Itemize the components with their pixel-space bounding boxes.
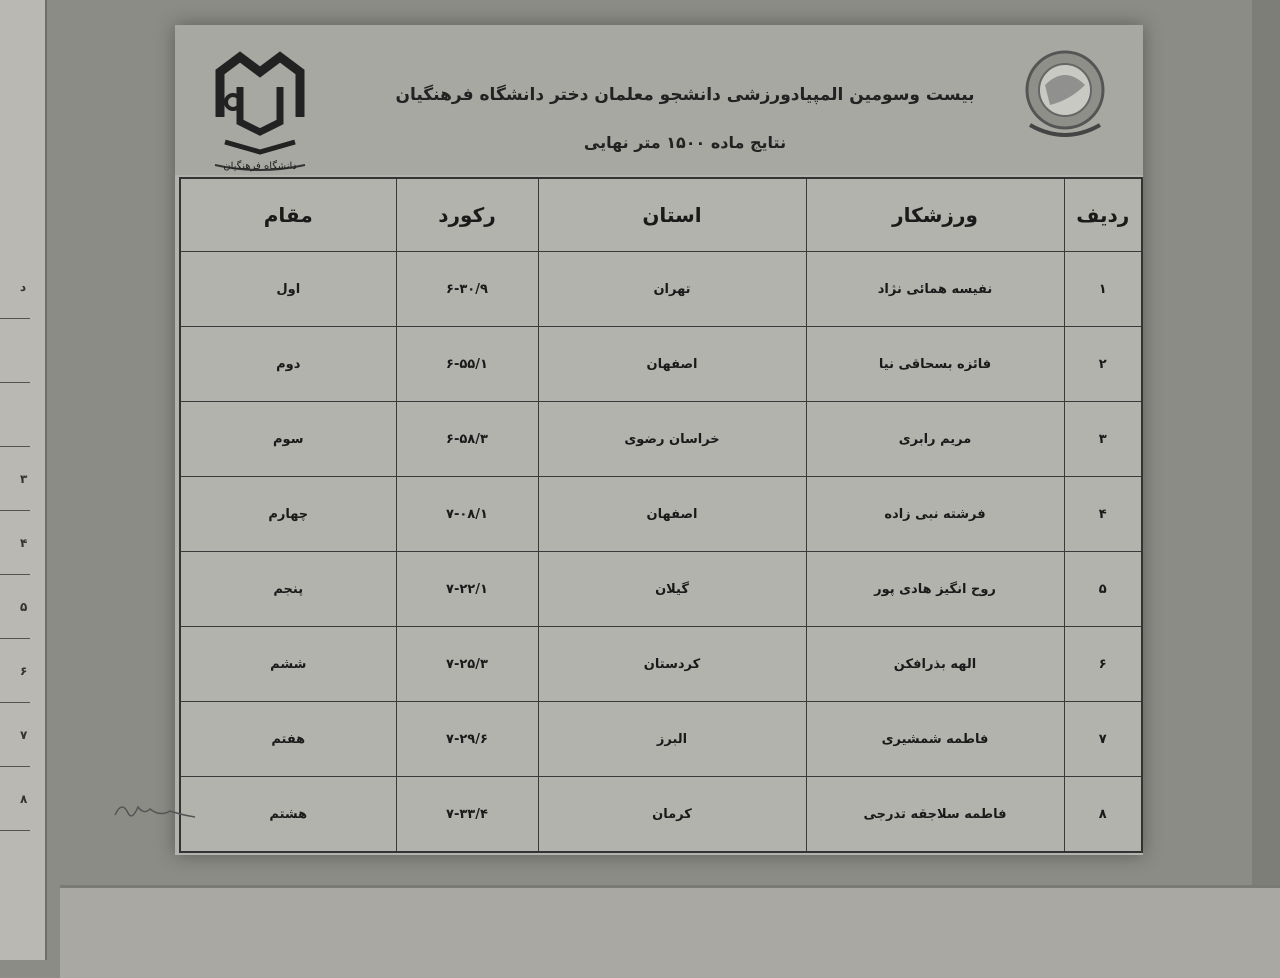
column-header-record: رکورد <box>396 178 538 252</box>
background-sheet-right <box>1252 0 1280 960</box>
table-row <box>180 552 1142 627</box>
handwritten-signature <box>110 795 200 825</box>
cell-province: گیلان <box>538 552 806 627</box>
cell-rank: ۵ <box>1064 552 1142 627</box>
cell-province: اصفهان <box>538 477 806 552</box>
bg-cell: ۸ <box>0 767 30 831</box>
results-sheet <box>175 25 1143 855</box>
cell-athlete: فاطمه سلاجقه تدرجی <box>806 777 1064 853</box>
cell-place: سوم <box>180 402 396 477</box>
cell-province: تهران <box>538 252 806 327</box>
cell-athlete: مریم رابری <box>806 402 1064 477</box>
bg-cell: ۷ <box>0 703 30 767</box>
cell-province: کرمان <box>538 777 806 853</box>
cell-province: خراسان رضوی <box>538 402 806 477</box>
page-subtitle: نتایج ماده ۱۵۰۰ متر نهایی <box>583 133 787 152</box>
cell-athlete: الهه بذرافکن <box>806 627 1064 702</box>
cell-record: ۶-۳۰/۹ <box>396 252 538 327</box>
cell-record: ۷-۲۹/۶ <box>396 702 538 777</box>
cell-rank: ۴ <box>1064 477 1142 552</box>
cell-place: هشتم <box>180 777 396 853</box>
table-row <box>180 702 1142 777</box>
cell-rank: ۷ <box>1064 702 1142 777</box>
cell-athlete: فرشته نبی زاده <box>806 477 1064 552</box>
cell-rank: ۶ <box>1064 627 1142 702</box>
column-header-place: مقام <box>180 178 396 252</box>
cell-record: ۷-۰۸/۱ <box>396 477 538 552</box>
farhangian-university-logo <box>205 47 315 177</box>
cell-record: ۶-۵۵/۱ <box>396 327 538 402</box>
logo-caption: دانشگاه فرهنگیان <box>223 161 297 172</box>
sheet-header <box>175 25 1143 175</box>
cell-record: ۷-۲۲/۱ <box>396 552 538 627</box>
cell-rank: ۲ <box>1064 327 1142 402</box>
cell-place: چهارم <box>180 477 396 552</box>
bg-cell: د <box>0 255 30 319</box>
cell-record: ۷-۳۳/۴ <box>396 777 538 853</box>
table-row <box>180 477 1142 552</box>
cell-place: پنجم <box>180 552 396 627</box>
cell-athlete: فاطمه شمشیری <box>806 702 1064 777</box>
table-row <box>180 627 1142 702</box>
bg-cell: ۳ <box>0 447 30 511</box>
olympiad-emblem-logo <box>1015 45 1115 145</box>
results-table <box>179 177 1143 853</box>
background-sheet-bottom <box>60 885 1280 978</box>
bg-cell: ۶ <box>0 639 30 703</box>
cell-athlete: نفیسه همائی نژاد <box>806 252 1064 327</box>
bg-cell <box>0 383 30 447</box>
cell-province: البرز <box>538 702 806 777</box>
cell-place: اول <box>180 252 396 327</box>
cell-province: اصفهان <box>538 327 806 402</box>
cell-rank: ۱ <box>1064 252 1142 327</box>
column-header-rank: ردیف <box>1064 178 1142 252</box>
table-header-row <box>180 178 1142 252</box>
background-sheet-left <box>0 0 47 960</box>
bg-cell: ۵ <box>0 575 30 639</box>
table-row <box>180 777 1142 853</box>
cell-province: کردستان <box>538 627 806 702</box>
cell-rank: ۳ <box>1064 402 1142 477</box>
table-row <box>180 252 1142 327</box>
cell-place: ششم <box>180 627 396 702</box>
bg-cell <box>0 319 30 383</box>
cell-athlete: روح انگیز هادی پور <box>806 552 1064 627</box>
table-row <box>180 402 1142 477</box>
cell-place: هفتم <box>180 702 396 777</box>
column-header-athlete: ورزشکار <box>806 178 1064 252</box>
column-header-province: استان <box>538 178 806 252</box>
cell-rank: ۸ <box>1064 777 1142 853</box>
cell-record: ۶-۵۸/۳ <box>396 402 538 477</box>
page-title: بیست وسومین المپیادورزشی دانشجو معلمان دختر دانشگاه فرهنگیان <box>395 85 975 105</box>
cell-place: دوم <box>180 327 396 402</box>
table-row <box>180 327 1142 402</box>
cell-athlete: فائزه بسحاقی نیا <box>806 327 1064 402</box>
bg-cell: ۴ <box>0 511 30 575</box>
cell-record: ۷-۲۵/۳ <box>396 627 538 702</box>
